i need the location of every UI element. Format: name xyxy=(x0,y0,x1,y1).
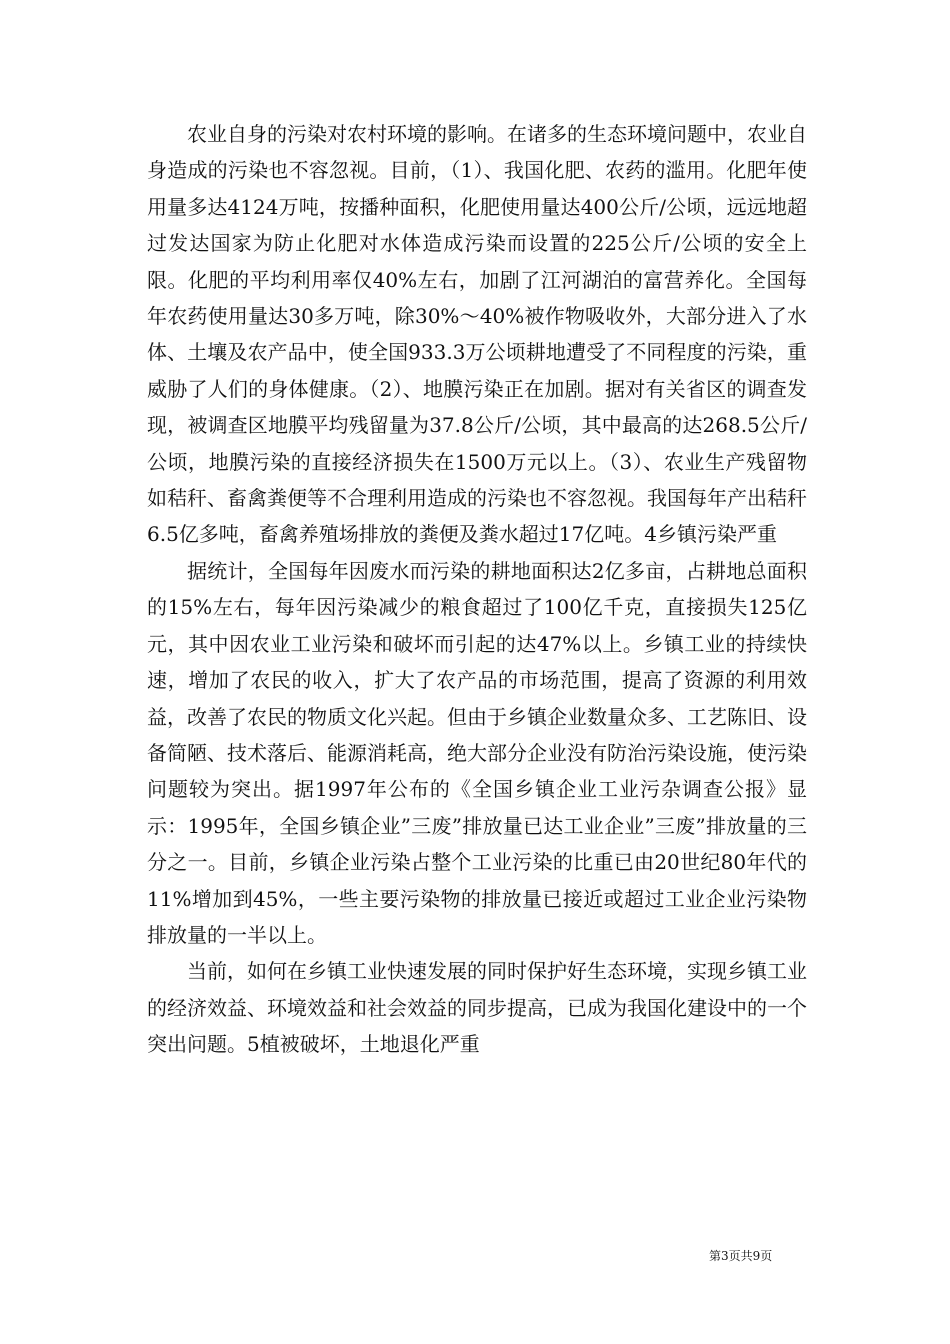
paragraph-ecological-protection: 当前，如何在乡镇工业快速发展的同时保护好生态环境，实现乡镇工业的经济效益、环境效益和社会效益的同步提高，已成为我国化建设中的一个突出问题。5植被破坏，土地退化严重 xyxy=(147,959,807,1057)
document-body xyxy=(147,116,807,1063)
paragraph-agricultural-pollution: 农业自身的污染对农村环境的影响。在诸多的生态环境问题中，农业自身造成的污染也不容忽视。目前，（1）、我国化肥、农药的滥用。化肥年使用量多达4124万吨，按播种面积，化肥使用量达400公斤/公顷，远远地超过发达国家为防止化肥对水体造成污染而设置的225公斤/公顷的安全上限。化肥的平均利用率仅40%左右，加剧了江河湖泊的富营养化。全国每年农药使用量达30多万吨，除30%～40%被作物吸收外，大部分进入了水体、土壤及农产品中，使全国933.3万公顷耕地遭受了不同程度的污染，重威胁了人们的身体健康。（2）、地膜污染正在加剧。据对有关省区的调查发现，被调查区地膜平均残留量为37.8公斤/公顷，其中最高的达268.5公斤/公顷，地膜污染的直接经济损失在1500万元以上。（3）、农业生产残留物如秸秆、畜禽粪便等不合理利用造成的污染也不容忽视。我国每年产出秸秆6.5亿多吨，畜禽养殖场排放的粪便及粪水超过17亿吨。4乡镇污染严重 xyxy=(147,122,807,547)
paragraph-township-industry-pollution: 据统计，全国每年因废水而污染的耕地面积达2亿多亩，占耕地总面积的15%左右，每年因污染减少的粮食超过了100亿千克，直接损失125亿元，其中因农业工业污染和破坏而引起的达47%以上。乡镇工业的持续快速，增加了农民的收入，扩大了农产品的市场范围，提高了资源的利用效益，改善了农民的物质文化兴起。但由于乡镇企业数量众多、工艺陈旧、设备简陋、技术落后、能源消耗高，绝大部分企业没有防治污染设施，使污染问题较为突出。据1997年公布的《全国乡镇企业工业污杂调查公报》显示：1995年，全国乡镇企业”三废”排放量已达工业企业”三废”排放量的三分之一。目前，乡镇企业污染占整个工业污染的比重已由20世纪80年代的11%增加到45%，一些主要污染物的排放量已接近或超过工业企业污染物排放量的一半以上。 xyxy=(147,558,807,947)
page-number: 第3页共9页 xyxy=(709,1249,773,1263)
